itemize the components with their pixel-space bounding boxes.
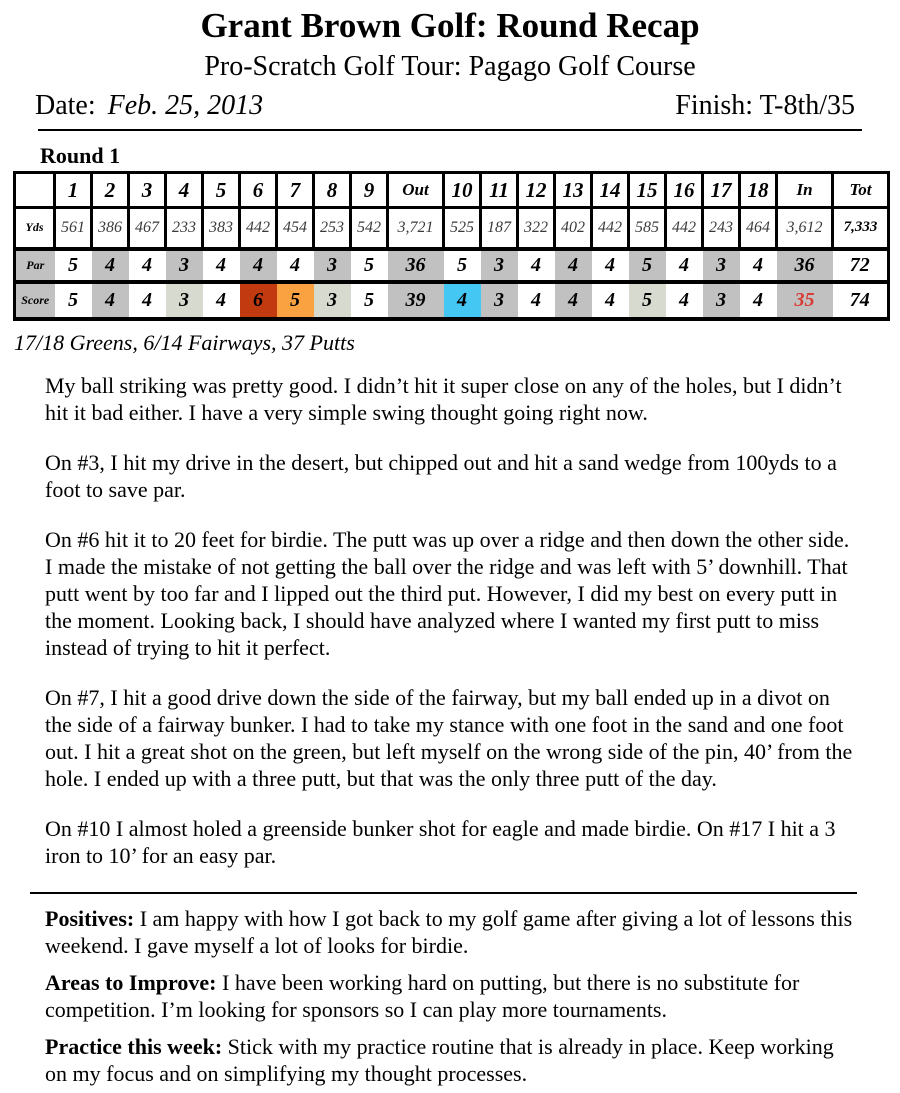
- par-cell-18: 4: [740, 249, 777, 282]
- score-cell-2: 4: [92, 282, 129, 319]
- yds-cell-3: 467: [129, 208, 166, 249]
- score-cell-9: 5: [351, 282, 388, 319]
- score-cell-5: 4: [203, 282, 240, 319]
- par-cell-in: 36: [777, 249, 833, 282]
- yds-cell-11: 187: [481, 208, 518, 249]
- yds-cell-2: 386: [92, 208, 129, 249]
- hole-header-13: 13: [555, 173, 592, 208]
- section-text: I have been working hard on putting, but there is no substitute for competition. I’m looking for sponsors so I can play more tournaments.: [45, 969, 800, 1022]
- yds-cell-in: 3,612: [777, 208, 833, 249]
- yds-cell-4: 233: [166, 208, 203, 249]
- journal-notes: [45, 372, 857, 869]
- score-cell-3: 4: [129, 282, 166, 319]
- hole-header-1: 1: [55, 173, 92, 208]
- hole-header-18: 18: [740, 173, 777, 208]
- section-label: Areas to Improve:: [45, 969, 217, 995]
- yds-cell-5: 383: [203, 208, 240, 249]
- par-cell-17: 3: [703, 249, 740, 282]
- hole-header-2: 2: [92, 173, 129, 208]
- date-field: [35, 90, 263, 122]
- score-cell-4: 3: [166, 282, 203, 319]
- score-cell-13: 4: [555, 282, 592, 319]
- yds-cell-12: 322: [518, 208, 555, 249]
- hole-header-7: 7: [277, 173, 314, 208]
- par-cell-2: 4: [92, 249, 129, 282]
- par-cell-out: 36: [388, 249, 444, 282]
- hole-header-11: 11: [481, 173, 518, 208]
- par-cell-5: 4: [203, 249, 240, 282]
- hole-header-16: 16: [666, 173, 703, 208]
- header-divider: [38, 129, 862, 131]
- hole-header-12: 12: [518, 173, 555, 208]
- yds-cell-out: 3,721: [388, 208, 444, 249]
- yds-cell-tot: 7,333: [833, 208, 889, 249]
- score-cell-12: 4: [518, 282, 555, 319]
- yds-cell-15: 585: [629, 208, 666, 249]
- par-cell-12: 4: [518, 249, 555, 282]
- round-stats-line: 17/18 Greens, 6/14 Fairways, 37 Putts: [14, 329, 355, 355]
- score-cell-18: 4: [740, 282, 777, 319]
- finish-value: Finish: T-8th/35: [675, 90, 855, 121]
- column-header-tot: Tot: [833, 173, 889, 208]
- page-subtitle: Pro-Scratch Golf Tour: Pagago Golf Course: [204, 51, 696, 82]
- journal-paragraph-4: On #7, I hit a good drive down the side of the fairway, but my ball ended up in a divot on the side of a fairway bunker. I had to take my stance with one foot in the sand and one foot out. I hit a great shot on the green, but left myself on the wrong side of the pin, 40’ from the hole. I ended up with a three putt, but that was the only three putt of the day.: [45, 684, 853, 791]
- score-cell-10: 4: [444, 282, 481, 319]
- date-finish-row: [0, 83, 900, 127]
- hole-header-3: 3: [129, 173, 166, 208]
- yds-cell-14: 442: [592, 208, 629, 249]
- par-cell-11: 3: [481, 249, 518, 282]
- section-label: Practice this week:: [45, 1033, 223, 1059]
- par-cell-7: 4: [277, 249, 314, 282]
- column-header-in: In: [777, 173, 833, 208]
- par-cell-15: 5: [629, 249, 666, 282]
- par-cell-9: 5: [351, 249, 388, 282]
- section-practice-this-week: [45, 1033, 857, 1087]
- yds-row: [15, 208, 889, 249]
- hole-header-5: 5: [203, 173, 240, 208]
- score-cell-7: 5: [277, 282, 314, 319]
- par-cell-16: 4: [666, 249, 703, 282]
- score-cell-6: 6: [240, 282, 277, 319]
- yds-cell-9: 542: [351, 208, 388, 249]
- score-cell-tot: 74: [833, 282, 889, 319]
- hole-header-15: 15: [629, 173, 666, 208]
- scorecard-corner-cell: [15, 173, 55, 208]
- section-text: Stick with my practice routine that is already in place. Keep working on my focus and on simplifying my thought processes.: [45, 1033, 834, 1086]
- summary-sections: [45, 905, 857, 1087]
- journal-paragraph-5: On #10 I almost holed a greenside bunker shot for eagle and made birdie. On #17 I hit a 3 iron to 10’ for an easy par.: [45, 815, 836, 868]
- journal-paragraph-1: My ball striking was pretty good. I didn’t hit it super close on any of the holes, but I didn’t hit it bad either. I have a very simple swing thought going right now.: [45, 372, 842, 425]
- section-positives: [45, 905, 857, 959]
- par-cell-14: 4: [592, 249, 629, 282]
- score-cell-17: 3: [703, 282, 740, 319]
- yds-cell-17: 243: [703, 208, 740, 249]
- hole-header-6: 6: [240, 173, 277, 208]
- hole-header-17: 17: [703, 173, 740, 208]
- score-cell-1: 5: [55, 282, 92, 319]
- par-row: [15, 249, 889, 282]
- section-label: Positives:: [45, 905, 135, 931]
- yds-cell-16: 442: [666, 208, 703, 249]
- score-cell-14: 4: [592, 282, 629, 319]
- yds-cell-7: 454: [277, 208, 314, 249]
- section-text: I am happy with how I got back to my golf game after giving a lot of lessons this weekend. I gave myself a lot of looks for birdie.: [45, 905, 853, 958]
- yds-row-label: Yds: [15, 208, 55, 249]
- section-divider: [30, 892, 857, 894]
- hole-header-10: 10: [444, 173, 481, 208]
- score-row: [15, 282, 889, 319]
- par-cell-10: 5: [444, 249, 481, 282]
- score-cell-out: 39: [388, 282, 444, 319]
- section-areas-to-improve: [45, 969, 857, 1023]
- journal-paragraph-3: On #6 hit it to 20 feet for birdie. The putt was up over a ridge and then down the other side. I made the mistake of not getting the ball over the ridge and was left with 5’ downhill. That putt went by too far and I lipped out the third put. However, I did my best on every putt in the moment. Looking back, I should have analyzed where I wanted my first putt to miss instead of trying to hit it perfect.: [45, 526, 850, 660]
- score-cell-15: 5: [629, 282, 666, 319]
- scorecard-table: [13, 171, 890, 321]
- yds-cell-18: 464: [740, 208, 777, 249]
- par-cell-8: 3: [314, 249, 351, 282]
- page-title: Grant Brown Golf: Round Recap: [200, 6, 700, 45]
- hole-header-4: 4: [166, 173, 203, 208]
- par-cell-1: 5: [55, 249, 92, 282]
- par-cell-6: 4: [240, 249, 277, 282]
- date-value: Feb. 25, 2013: [107, 90, 264, 121]
- journal-paragraph-2: On #3, I hit my drive in the desert, but chipped out and hit a sand wedge from 100yds to a foot to save par.: [45, 449, 837, 502]
- par-cell-13: 4: [555, 249, 592, 282]
- par-cell-tot: 72: [833, 249, 889, 282]
- yds-cell-8: 253: [314, 208, 351, 249]
- hole-header-14: 14: [592, 173, 629, 208]
- column-header-out: Out: [388, 173, 444, 208]
- yds-cell-6: 442: [240, 208, 277, 249]
- score-cell-in: 35: [777, 282, 833, 319]
- yds-cell-10: 525: [444, 208, 481, 249]
- round-label: Round 1: [40, 143, 121, 168]
- yds-cell-13: 402: [555, 208, 592, 249]
- date-label: Date:: [35, 90, 96, 121]
- score-cell-8: 3: [314, 282, 351, 319]
- hole-header-8: 8: [314, 173, 351, 208]
- hole-header-9: 9: [351, 173, 388, 208]
- score-cell-11: 3: [481, 282, 518, 319]
- par-cell-3: 4: [129, 249, 166, 282]
- par-row-label: Par: [15, 249, 55, 282]
- score-cell-16: 4: [666, 282, 703, 319]
- par-cell-4: 3: [166, 249, 203, 282]
- score-row-label: Score: [15, 282, 55, 319]
- yds-cell-1: 561: [55, 208, 92, 249]
